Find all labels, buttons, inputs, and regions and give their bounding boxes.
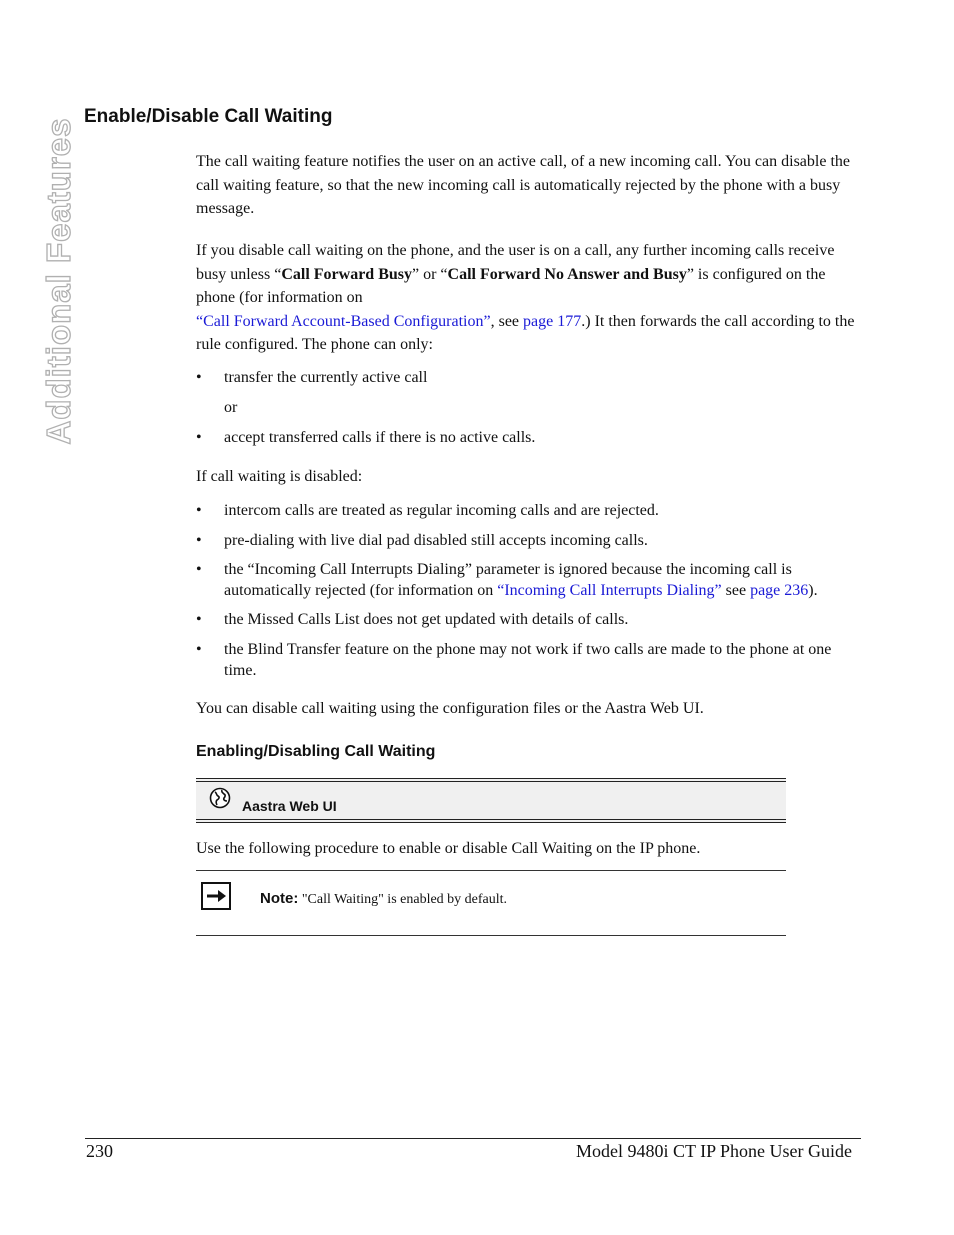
bullet-dot: •: [196, 532, 202, 549]
list-item-text: accept transferred calls if there is no active calls.: [224, 429, 536, 446]
web-ui-band: [196, 778, 786, 823]
bullet-dot: •: [196, 369, 202, 386]
divider: [196, 935, 786, 936]
list-item-text: the Missed Calls List does not get updated with details of calls.: [224, 611, 629, 628]
bullet-dot: •: [196, 502, 202, 519]
call-forward-busy-text: Call Forward Busy: [281, 265, 412, 283]
or-text: or: [224, 399, 238, 416]
note-label: Note:: [260, 890, 299, 907]
divider: [196, 781, 786, 782]
bullet-dot: •: [196, 429, 202, 446]
globe-icon: [209, 787, 231, 809]
page-236-link[interactable]: page 236: [750, 582, 809, 599]
list-item-text: intercom calls are treated as regular incoming calls and are rejected.: [224, 502, 659, 519]
web-ui-label: Aastra Web UI: [242, 798, 337, 814]
incoming-call-interrupts-link[interactable]: “Incoming Call Interrupts Dialing”: [497, 582, 722, 599]
section-title: Enable/Disable Call Waiting: [84, 106, 333, 127]
paragraph-procedure: Use the following procedure to enable or disable Call Waiting on the IP phone.: [196, 840, 701, 857]
list-item-text: the “Incoming Call Interrupts Dialing” parameter is ignored because the incoming call is automatically rejected (for information on “Incoming Call Interrupts Dialing” see page 236).: [224, 561, 818, 599]
note-text: Note: "Call Waiting" is enabled by default.: [260, 890, 508, 907]
paragraph-disable: If you disable call waiting on the phone, and the user is on a call, any further incoming calls receive busy unless “Call Forward Busy” or “Call Forward No Answer and Busy” is configured on the phone (for information on “Call Forward Account-Based Configuration”, see page 177.) It then forwards the call according to the rule configured. The phone can only:: [196, 242, 855, 353]
divider: [196, 819, 786, 820]
note-box: [196, 870, 786, 936]
bullet-dot: •: [196, 611, 202, 628]
arrow-right-icon-glyph: [203, 884, 229, 908]
side-tab-label: Additional Features: [40, 116, 77, 445]
call-forward-config-link[interactable]: “Call Forward Account-Based Configuration”: [196, 312, 491, 330]
page-number: 230: [86, 1141, 113, 1161]
bullet-dot: •: [196, 561, 202, 578]
divider: [196, 778, 786, 779]
footer-divider: [85, 1138, 861, 1139]
paragraph-config-methods: You can disable call waiting using the configuration files or the Aastra Web UI.: [196, 700, 704, 717]
list-item-text: the Blind Transfer feature on the phone may not work if two calls are made to the phone at one time.: [224, 641, 832, 679]
paragraph-disabled-intro: If call waiting is disabled:: [196, 468, 363, 485]
subsection-title: Enabling/Disabling Call Waiting: [196, 743, 436, 760]
side-tab: [38, 108, 80, 453]
paragraph-intro: The call waiting feature notifies the user on an active call, of a new incoming call. You can disable the call waiting feature, so that the new incoming call is automatically rejected by the phone with a busy message.: [196, 153, 850, 217]
divider: [196, 870, 786, 871]
page-177-link[interactable]: page 177: [523, 312, 582, 330]
bullet-dot: •: [196, 641, 202, 658]
divider: [196, 822, 786, 823]
arrow-right-icon: [201, 882, 231, 910]
list-item-text: transfer the currently active call: [224, 369, 428, 386]
call-forward-no-answer-text: Call Forward No Answer and Busy: [447, 265, 687, 283]
guide-title: Model 9480i CT IP Phone User Guide: [576, 1141, 852, 1161]
list-item-text: pre-dialing with live dial pad disabled still accepts incoming calls.: [224, 532, 648, 549]
